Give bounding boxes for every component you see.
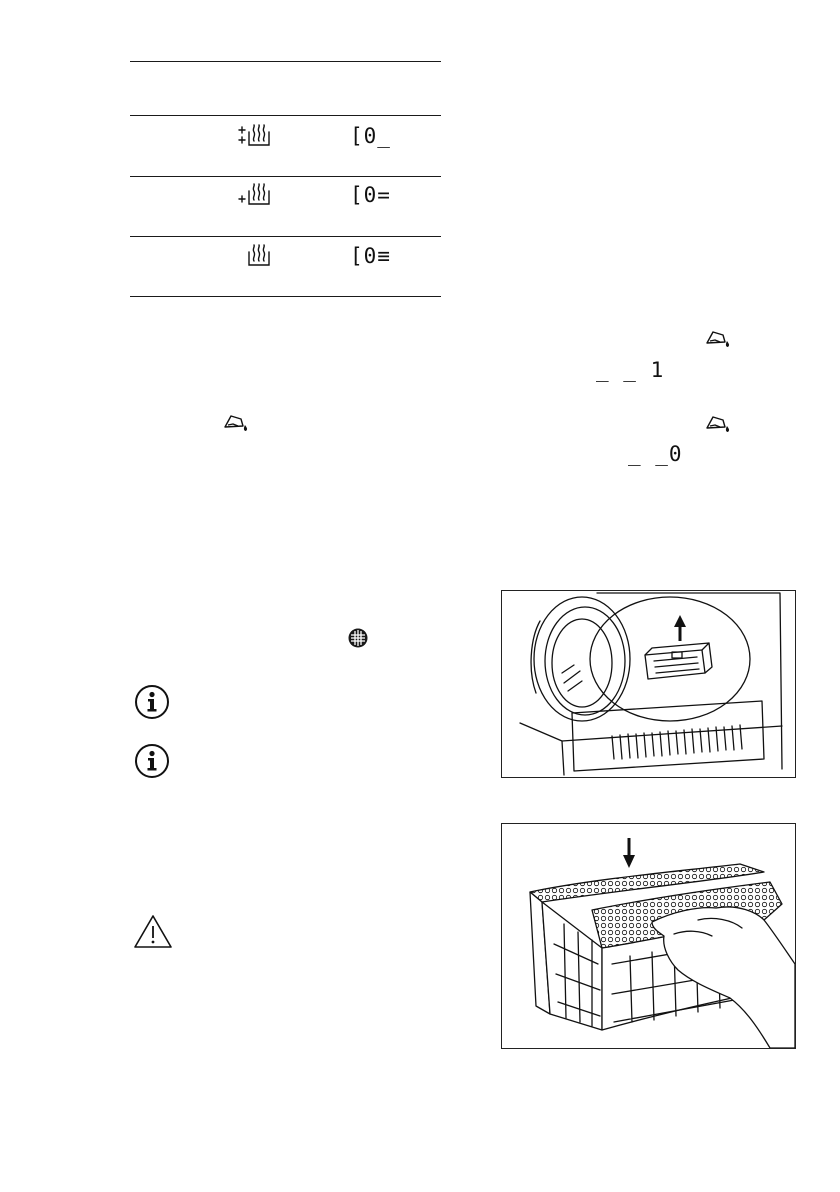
dryness-level-medium-icon — [236, 183, 278, 207]
water-container-icon — [704, 414, 732, 434]
table-rule-top — [130, 61, 441, 62]
table-display-value: [0_ — [350, 124, 391, 148]
dryer-filter-removal-illustration — [501, 590, 796, 778]
info-icon — [134, 743, 170, 779]
table-rule-3 — [130, 236, 441, 237]
filter-icon — [347, 627, 369, 649]
filter-opening-illustration — [501, 823, 796, 1049]
water-container-icon — [222, 413, 250, 433]
table-rule-1 — [130, 115, 441, 116]
table-rule-bottom — [130, 296, 441, 297]
table-display-value: [0= — [350, 183, 391, 207]
dryness-level-high-icon — [236, 124, 278, 148]
display-reading-one: _ _ 1 — [596, 358, 665, 382]
table-rule-2 — [130, 176, 441, 177]
display-reading-zero: _ _0 — [628, 442, 683, 466]
warning-triangle-icon — [132, 913, 174, 951]
info-icon — [134, 684, 170, 720]
table-display-value: [0≡ — [350, 244, 391, 268]
dryness-level-low-icon — [236, 244, 278, 268]
water-container-icon — [704, 329, 732, 349]
